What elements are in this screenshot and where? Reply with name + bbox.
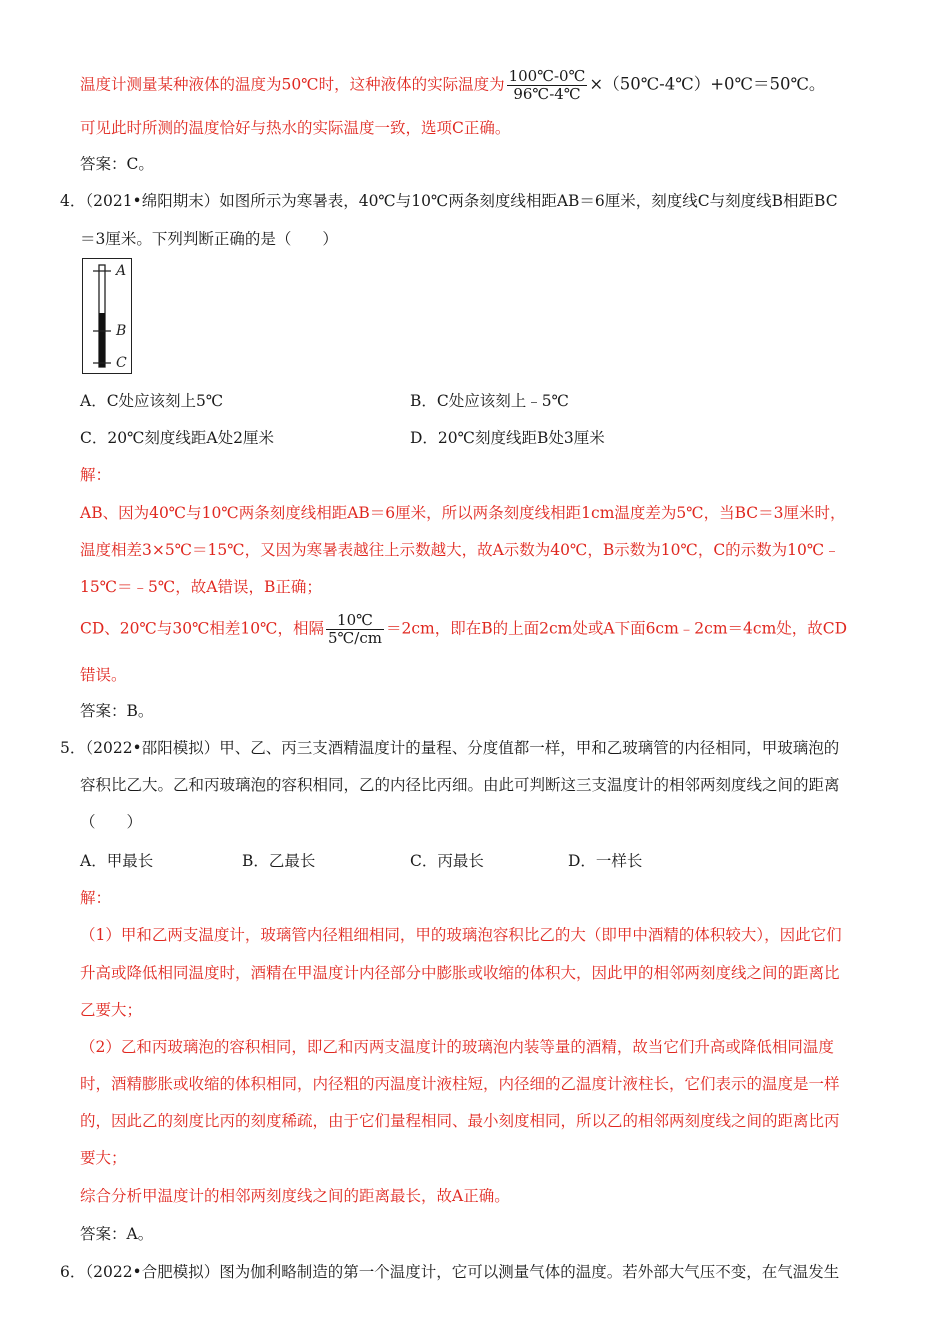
q4-line4-post: ＝2cm，即在B的上面2cm处或A下面6cm﹣2cm＝4cm处，故CD	[386, 619, 848, 638]
q4-frac-den: 5℃/cm	[327, 629, 382, 647]
q4-solution-line1: AB、因为40℃与10℃两条刻度线相距AB＝6厘米，所以两条刻度线相距1cm温度差为5℃，当BC＝3厘米时，	[80, 504, 846, 522]
label-a: A	[116, 263, 127, 279]
thermometer-figure	[82, 258, 132, 374]
q5-option-a[interactable]: A．甲最长	[80, 852, 154, 870]
q6-stem-line1: 6．（2022•合肥模拟）图为伽利略制造的第一个温度计，它可以测量气体的温度。若外部大气压不变，在气温发生	[60, 1263, 840, 1281]
q4-solution-label: 解：	[80, 466, 112, 484]
label-b: B	[116, 323, 127, 339]
q5-solution-label: 解：	[80, 889, 112, 907]
q5-solution-p2-line1: （2）乙和丙玻璃泡的容积相同，即乙和丙两支温度计的玻璃泡内装等量的酒精，故当它们升高或降低相同温度	[80, 1038, 834, 1056]
q4-solution-line5: 错误。	[80, 666, 127, 684]
q3-line1-pre: 温度计测量某种液体的温度为50℃时，这种液体的实际温度为	[80, 75, 505, 94]
q4-solution-line3: 15℃＝﹣5℃，故A错误，B正确；	[80, 578, 322, 596]
q4-frac-num: 10℃	[326, 612, 384, 630]
q5-solution-p2-line4: 要大；	[80, 1149, 127, 1167]
q4-fraction	[326, 612, 384, 647]
q3-solution-line1	[80, 68, 825, 103]
q5-option-b[interactable]: B．乙最长	[242, 852, 316, 870]
q5-stem-line1: 5．（2022•邵阳模拟）甲、乙、丙三支酒精温度计的量程、分度值都一样，甲和乙玻璃管的内径相同，甲玻璃泡的	[60, 739, 840, 757]
q5-option-c[interactable]: C．丙最长	[410, 852, 484, 870]
q4-solution-line2: 温度相差3×5℃＝15℃，又因为寒暑表越往上示数越大，故A示数为40℃，B示数为10℃，C的示数为10℃﹣	[80, 541, 840, 559]
q5-solution-p1-line2: 升高或降低相同温度时，酒精在甲温度计内径部分中膨胀或收缩的体积大，因此甲的相邻两刻度线之间的距离比	[80, 964, 840, 982]
q4-option-b[interactable]: B．C处应该刻上﹣5℃	[410, 392, 569, 410]
q3-fraction	[507, 68, 588, 103]
q5-stem-line2: 容积比乙大。乙和丙玻璃泡的容积相同，乙的内径比丙细。由此可判断这三支温度计的相邻两刻度线之间的距离	[80, 776, 840, 794]
q5-solution-p2-line3: 的，因此乙的刻度比丙的刻度稀疏，由于它们量程相同、最小刻度相同，所以乙的相邻两刻度线之间的距离比丙	[80, 1112, 840, 1130]
q4-line4-pre: CD、20℃与30℃相差10℃，相隔	[80, 619, 324, 638]
q4-answer: 答案：B。	[80, 702, 154, 720]
q3-answer: 答案：C。	[80, 155, 154, 173]
q5-stem-line3: （ ）	[80, 813, 143, 831]
q4-option-d[interactable]: D．20℃刻度线距B处3厘米	[410, 429, 605, 447]
q3-line1-post: ×（50℃-4℃）+0℃＝50℃。	[589, 74, 826, 94]
q5-solution-p1-line3: 乙要大；	[80, 1001, 143, 1019]
q4-stem-line2: ＝3厘米。下列判断正确的是（ ）	[80, 230, 338, 248]
q3-frac-den: 96℃-4℃	[513, 85, 581, 103]
q5-answer: 答案：A。	[80, 1225, 154, 1243]
q5-solution-p1-line1: （1）甲和乙两支温度计，玻璃管内径粗细相同，甲的玻璃泡容积比乙的大（即甲中酒精的体积较大），因此它们	[80, 926, 842, 944]
thermometer-drawing	[83, 259, 130, 372]
q5-solution-p2-line2: 时，酒精膨胀或收缩的体积相同，内径粗的丙温度计液柱短，内径细的乙温度计液柱长，它们表示的温度是一样	[80, 1075, 840, 1093]
q5-option-d[interactable]: D．一样长	[568, 852, 643, 870]
q4-stem-line1: 4．（2021•绵阳期末）如图所示为寒暑表，40℃与10℃两条刻度线相距AB＝6厘米，刻度线C与刻度线B相距BC	[60, 192, 838, 210]
q4-option-a[interactable]: A．C处应该刻上5℃	[80, 392, 224, 410]
label-c: C	[116, 355, 127, 371]
q4-solution-line4	[80, 612, 847, 647]
q5-solution-conclusion: 综合分析甲温度计的相邻两刻度线之间的距离最长，故A正确。	[80, 1187, 510, 1205]
q3-frac-num: 100℃-0℃	[508, 67, 586, 85]
q4-option-c[interactable]: C．20℃刻度线距A处2厘米	[80, 429, 274, 447]
q3-solution-line2: 可见此时所测的温度恰好与热水的实际温度一致，选项C正确。	[80, 119, 511, 137]
